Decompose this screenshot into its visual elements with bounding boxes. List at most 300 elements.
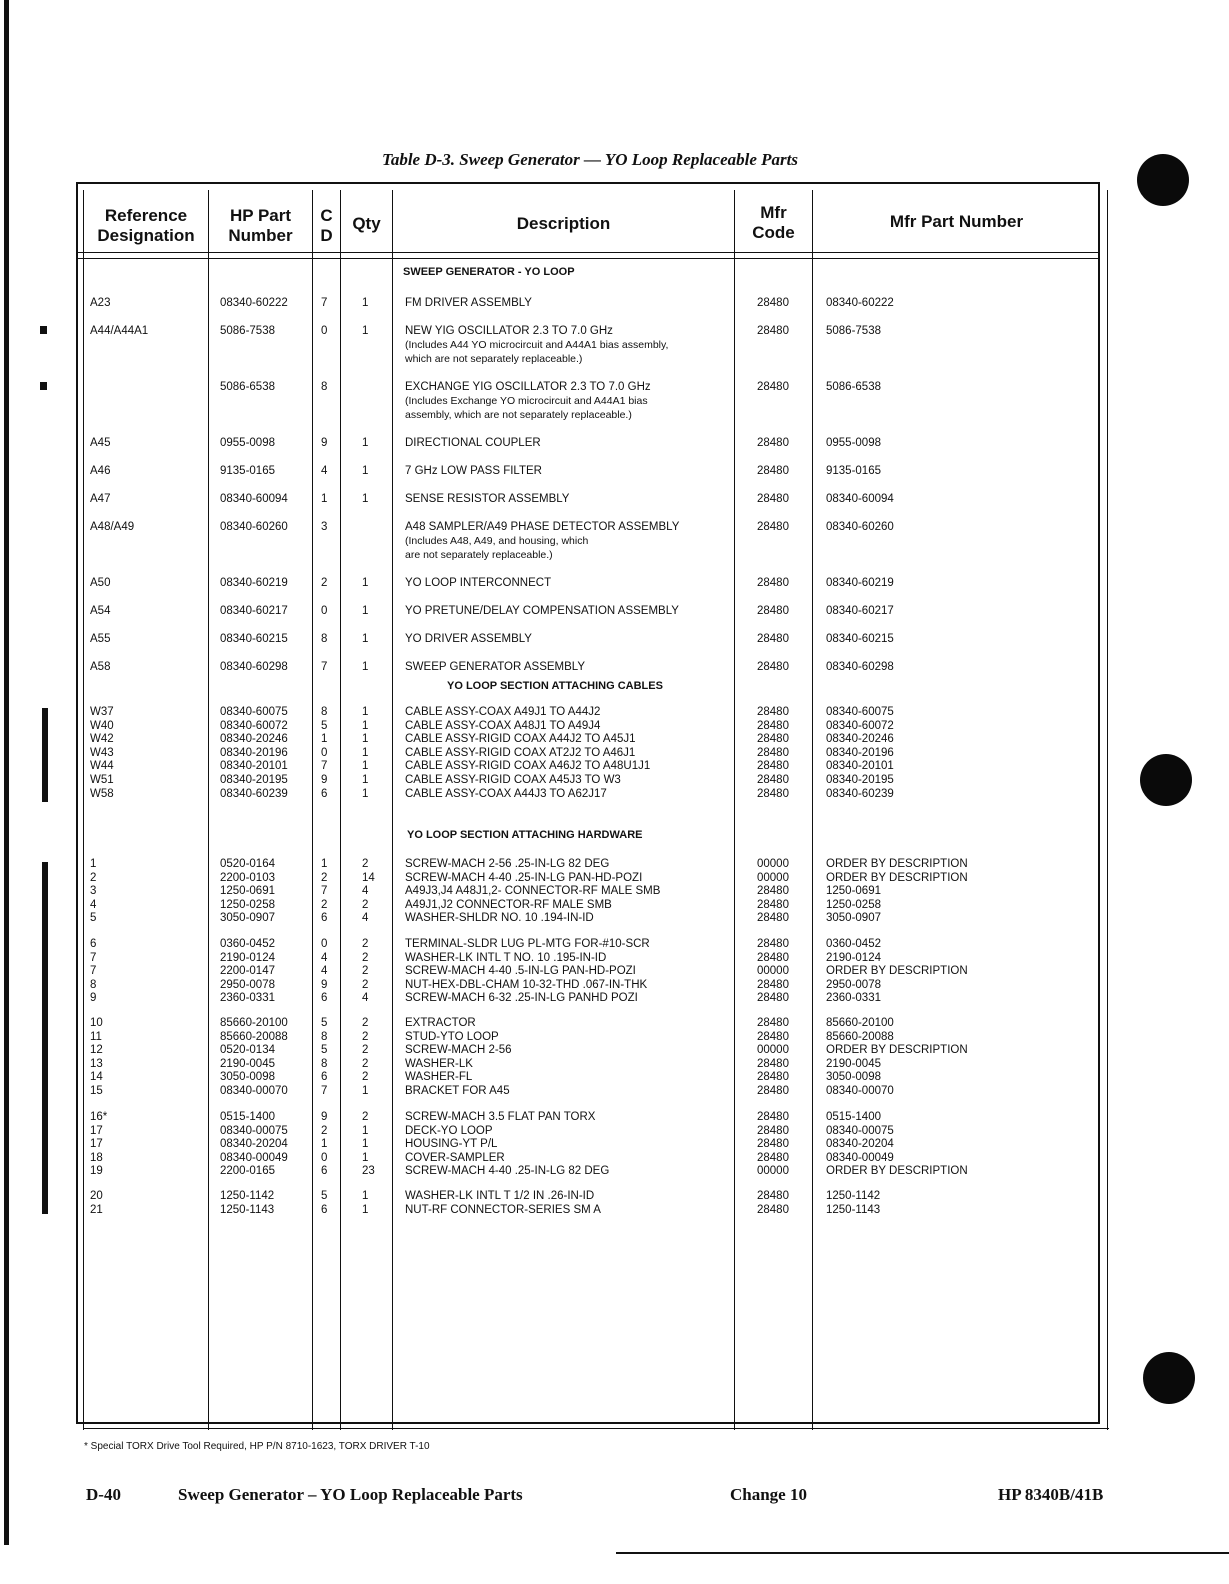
hp-part-cell: 08340-60072 (220, 719, 288, 732)
description-cell: CABLE ASSY-COAX A48J1 TO A49J4 (405, 719, 601, 732)
table-row (0, 937, 1229, 951)
mfr-code-cell: 28480 (757, 661, 789, 673)
footer-section-title: Sweep Generator – YO Loop Replaceable Parts (178, 1485, 523, 1504)
table-row (0, 632, 1229, 646)
mfr-code-cell: 28480 (757, 1057, 789, 1070)
table-row (0, 1137, 1229, 1151)
mfr-code-cell: 28480 (757, 1085, 789, 1097)
qty-cell: 14 (362, 871, 375, 884)
description-cell: CABLE ASSY-RIGID COAX A44J2 TO A45J1 (405, 733, 636, 746)
hp-part-cell: 0360-0452 (220, 938, 275, 950)
hp-part-cell: 3050-0098 (220, 1071, 275, 1084)
reference-cell: 7 (90, 965, 97, 978)
col-divider (734, 190, 735, 1430)
mfr-code-cell: 28480 (757, 787, 789, 800)
reference-cell: 21 (90, 1203, 103, 1216)
qty-cell: 1 (362, 746, 369, 759)
table-row (0, 1016, 1229, 1030)
description-cell: NUT-HEX-DBL-CHAM 10-32-THD .067-IN-THK (405, 978, 648, 991)
cd-cell: 6 (321, 1165, 328, 1178)
qty-cell: 4 (362, 885, 369, 898)
table-row (0, 604, 1229, 618)
cd-cell: 8 (321, 1057, 328, 1070)
mfr-code-cell: 28480 (757, 898, 789, 911)
hp-part-cell: 2950-0078 (220, 978, 275, 991)
description-cell (405, 632, 735, 646)
table-row (0, 978, 1229, 992)
col-divider (208, 190, 209, 1430)
mfr-code-cell: 28480 (757, 1138, 789, 1151)
qty-cell: 1 (362, 1203, 369, 1216)
qty-cell: 2 (362, 1030, 369, 1043)
cd-cell: 4 (321, 951, 328, 964)
hp-part-cell: 2190-0045 (220, 1057, 275, 1070)
mfr-part-cell: 08340-00075 (826, 1124, 894, 1137)
mfr-part-cell: 08340-60217 (826, 605, 894, 617)
description-cell (405, 660, 735, 674)
hp-part-cell: 1250-1143 (220, 1203, 275, 1216)
reference-cell: W40 (90, 719, 114, 732)
description-line: DIRECTIONAL COUPLER (405, 437, 541, 449)
hp-part-cell: 1250-0691 (220, 885, 275, 898)
reference-cell: A23 (90, 297, 111, 309)
mfr-part-cell: 3050-0907 (826, 912, 881, 925)
mfr-code-cell: 28480 (757, 577, 789, 589)
hp-part-cell: 0955-0098 (220, 437, 275, 449)
hp-part-cell: 08340-20101 (220, 760, 288, 773)
table-row (0, 660, 1229, 674)
hp-part-cell: 3050-0907 (220, 912, 275, 925)
col-divider (812, 190, 813, 1430)
qty-cell: 1 (362, 774, 369, 786)
mfr-code-cell: 28480 (757, 912, 789, 925)
description-cell: WASHER-LK (405, 1057, 473, 1070)
mfr-part-cell: 3050-0098 (826, 1071, 881, 1084)
qty-cell: 1 (362, 633, 369, 645)
table-row (0, 1151, 1229, 1165)
mfr-part-cell: 5086-7538 (826, 325, 881, 337)
cd-cell: 5 (321, 719, 328, 732)
footer-model: HP 8340B/41B (998, 1485, 1104, 1504)
table-row (0, 705, 1229, 719)
table-row (0, 1043, 1229, 1057)
description-cell: COVER-SAMPLER (405, 1151, 505, 1164)
mfr-part-cell: 08340-00070 (826, 1085, 894, 1097)
header-cd: C D (320, 206, 333, 245)
reference-cell: 19 (90, 1165, 103, 1178)
hp-part-cell: 08340-60260 (220, 521, 288, 533)
mfr-part-cell: 1250-0258 (826, 898, 881, 911)
mfr-part-cell: 08340-60222 (826, 297, 894, 309)
description-cell (405, 604, 735, 618)
cd-cell: 8 (321, 706, 328, 718)
cd-cell: 9 (321, 774, 328, 786)
hp-part-cell: 08340-60217 (220, 605, 288, 617)
table-row (0, 773, 1229, 787)
cd-cell: 5 (321, 1044, 328, 1057)
qty-cell: 1 (362, 605, 369, 617)
mfr-part-cell: 85660-20088 (826, 1030, 894, 1043)
description-cell: TERMINAL-SLDR LUG PL-MTG FOR-#10-SCR (405, 938, 650, 950)
binder-hole (1143, 1352, 1195, 1404)
mfr-part-cell: 08340-60239 (826, 787, 894, 800)
footer-change: Change 10 (730, 1485, 807, 1504)
mfr-code-cell: 00000 (757, 871, 789, 884)
section-heading: YO LOOP SECTION ATTACHING CABLES (447, 680, 663, 692)
mfr-code-cell: 28480 (757, 1203, 789, 1216)
header-rule (76, 258, 1100, 259)
hp-part-cell: 1250-0258 (220, 898, 275, 911)
table-row (0, 520, 1229, 561)
table-row (0, 732, 1229, 746)
description-cell: HOUSING-YT P/L (405, 1138, 498, 1151)
cd-cell: 3 (321, 521, 328, 533)
cd-cell: 9 (321, 978, 328, 991)
hp-part-cell: 5086-7538 (220, 325, 275, 337)
qty-cell: 2 (362, 1111, 369, 1123)
reference-cell: A48/A49 (90, 521, 135, 533)
header-reference-designation: Reference Designation (97, 206, 195, 245)
mfr-code-cell: 00000 (757, 1165, 789, 1178)
mfr-part-cell: 2190-0124 (826, 951, 881, 964)
hp-part-cell: 08340-60239 (220, 787, 288, 800)
cd-cell: 0 (321, 325, 328, 337)
hp-part-cell: 08340-00049 (220, 1151, 288, 1164)
header-hp-part-number: HP Part Number (228, 206, 293, 245)
hp-part-cell: 08340-60222 (220, 297, 288, 309)
mfr-part-cell: 08340-20204 (826, 1138, 894, 1151)
description-line: which are not separately replaceable.) (405, 353, 583, 365)
mfr-code-cell: 28480 (757, 1030, 789, 1043)
description-line: YO DRIVER ASSEMBLY (405, 633, 532, 645)
reference-cell: 2 (90, 871, 97, 884)
hp-part-cell: 0515-1400 (220, 1111, 275, 1123)
reference-cell: A46 (90, 465, 111, 477)
mfr-part-cell: 2360-0331 (826, 992, 881, 1005)
qty-cell: 2 (362, 978, 369, 991)
qty-cell: 1 (362, 787, 369, 800)
mfr-code-cell: 28480 (757, 1071, 789, 1084)
qty-cell: 1 (362, 1190, 369, 1202)
description-cell (405, 296, 735, 310)
table-row (0, 1030, 1229, 1044)
qty-cell: 2 (362, 1017, 369, 1029)
qty-cell: 2 (362, 951, 369, 964)
cd-cell: 2 (321, 898, 328, 911)
header-description: Description (516, 214, 611, 233)
cd-cell: 1 (321, 1138, 328, 1151)
description-cell: NUT-RF CONNECTOR-SERIES SM A (405, 1203, 601, 1216)
footer-page-number: D-40 (86, 1485, 121, 1504)
mfr-code-cell: 28480 (757, 885, 789, 898)
cd-cell: 2 (321, 1124, 328, 1137)
hp-part-cell: 9135-0165 (220, 465, 275, 477)
qty-cell: 4 (362, 992, 369, 1005)
hp-part-cell: 2190-0124 (220, 951, 275, 964)
description-cell: CABLE ASSY-RIGID COAX A45J3 TO W3 (405, 774, 621, 786)
qty-cell: 1 (362, 661, 369, 673)
hp-part-cell: 85660-20100 (220, 1017, 288, 1029)
qty-cell: 1 (362, 1138, 369, 1151)
description-line: YO LOOP INTERCONNECT (405, 577, 552, 589)
section-heading: SWEEP GENERATOR - YO LOOP (403, 266, 575, 278)
description-cell: SCREW-MACH 4-40 .25-IN-LG 82 DEG (405, 1165, 610, 1178)
hp-part-cell: 08340-00075 (220, 1124, 288, 1137)
reference-cell: W42 (90, 733, 114, 746)
qty-cell: 2 (362, 965, 369, 978)
table-row (0, 719, 1229, 733)
mfr-code-cell: 28480 (757, 521, 789, 533)
qty-cell: 1 (362, 760, 369, 773)
table-row (0, 1070, 1229, 1084)
mfr-part-cell: 85660-20100 (826, 1017, 894, 1029)
cd-cell: 0 (321, 605, 328, 617)
qty-cell: 2 (362, 1057, 369, 1070)
description-line: (Includes A48, A49, and housing, which (405, 535, 589, 547)
mfr-code-cell: 00000 (757, 858, 789, 870)
cd-cell: 7 (321, 661, 328, 673)
qty-cell: 1 (362, 1151, 369, 1164)
reference-cell: A58 (90, 661, 111, 673)
section-heading: YO LOOP SECTION ATTACHING HARDWARE (407, 829, 643, 841)
header-rule (76, 252, 1100, 253)
description-cell: CABLE ASSY-COAX A44J3 TO A62J17 (405, 787, 607, 800)
reference-cell: 9 (90, 992, 97, 1005)
mfr-part-cell: 1250-1143 (826, 1203, 881, 1216)
col-divider (392, 190, 393, 1430)
table-row (0, 1164, 1229, 1178)
reference-cell: W51 (90, 774, 114, 786)
qty-cell: 1 (362, 297, 369, 309)
reference-cell: A44/A44A1 (90, 325, 149, 337)
hp-part-cell: 0520-0164 (220, 858, 275, 870)
description-cell: SCREW-MACH 2-56 .25-IN-LG 82 DEG (405, 858, 610, 870)
mfr-code-cell: 00000 (757, 1044, 789, 1057)
cd-cell: 0 (321, 746, 328, 759)
mfr-code-cell: 28480 (757, 1111, 789, 1123)
cd-cell: 7 (321, 885, 328, 898)
reference-cell: 16* (90, 1111, 108, 1123)
mfr-code-cell: 28480 (757, 978, 789, 991)
reference-cell: W58 (90, 787, 114, 800)
mfr-part-cell: 08340-60072 (826, 719, 894, 732)
cd-cell: 1 (321, 733, 328, 746)
reference-cell: 5 (90, 912, 97, 925)
qty-cell: 1 (362, 733, 369, 746)
reference-cell: 11 (90, 1030, 102, 1043)
description-line: EXCHANGE YIG OSCILLATOR 2.3 TO 7.0 GHz (405, 381, 651, 393)
header-mfr-part-number: Mfr Part Number (889, 212, 1024, 231)
description-cell: SCREW-MACH 4-40 .25-IN-LG PAN-HD-POZI (405, 871, 643, 884)
col-divider (312, 190, 313, 1430)
mfr-code-cell: 28480 (757, 493, 789, 505)
hp-part-cell: 08340-60075 (220, 706, 288, 718)
mfr-part-cell: 08340-60298 (826, 661, 894, 673)
cd-cell: 8 (321, 633, 328, 645)
description-cell: STUD-YTO LOOP (405, 1030, 499, 1043)
table-row (0, 964, 1229, 978)
description-cell: WASHER-SHLDR NO. 10 .194-IN-ID (405, 912, 594, 925)
reference-cell: 8 (90, 978, 97, 991)
hp-part-cell: 08340-60298 (220, 661, 288, 673)
description-cell: WASHER-FL (405, 1071, 473, 1084)
hp-part-cell: 08340-20204 (220, 1138, 288, 1151)
mfr-part-cell: 0955-0098 (826, 437, 881, 449)
qty-cell: 1 (362, 706, 369, 718)
parts-table (76, 182, 1100, 1424)
mfr-part-cell: ORDER BY DESCRIPTION (826, 1044, 968, 1057)
mfr-part-cell: 0515-1400 (826, 1111, 881, 1123)
col-divider (340, 190, 341, 1430)
description-line: A48 SAMPLER/A49 PHASE DETECTOR ASSEMBLY (405, 521, 680, 533)
table-row (0, 898, 1229, 912)
qty-cell: 4 (362, 912, 369, 925)
mfr-code-cell: 28480 (757, 774, 789, 786)
reference-cell: W37 (90, 706, 114, 718)
description-cell (405, 380, 735, 422)
qty-cell: 1 (362, 577, 369, 589)
qty-cell: 23 (362, 1165, 375, 1178)
qty-cell: 2 (362, 1044, 369, 1057)
hp-part-cell: 2360-0331 (220, 992, 275, 1005)
cd-cell: 9 (321, 1111, 328, 1123)
hp-part-cell: 08340-60215 (220, 633, 288, 645)
mfr-part-cell: ORDER BY DESCRIPTION (826, 1165, 968, 1178)
hp-part-cell: 08340-20196 (220, 746, 288, 759)
cd-cell: 6 (321, 992, 328, 1005)
description-cell: WASHER-LK INTL T 1/2 IN .26-IN-ID (405, 1190, 595, 1202)
description-cell (405, 436, 735, 450)
table-row (0, 464, 1229, 478)
cd-cell: 0 (321, 938, 328, 950)
mfr-part-cell: 9135-0165 (826, 465, 881, 477)
mfr-code-cell: 28480 (757, 437, 789, 449)
table-row (0, 787, 1229, 801)
table-row (0, 1203, 1229, 1217)
mfr-part-cell: 08340-60219 (826, 577, 894, 589)
qty-cell: 1 (362, 437, 369, 449)
mfr-part-cell: ORDER BY DESCRIPTION (826, 858, 968, 870)
mfr-code-cell: 00000 (757, 965, 789, 978)
hp-part-cell: 2200-0165 (220, 1165, 275, 1178)
qty-cell: 2 (362, 1071, 369, 1084)
table-row (0, 492, 1229, 506)
description-line: SWEEP GENERATOR ASSEMBLY (405, 661, 586, 673)
mfr-part-cell: 08340-00049 (826, 1151, 894, 1164)
qty-cell: 1 (362, 325, 369, 337)
mfr-part-cell: 5086-6538 (826, 381, 881, 393)
table-row (0, 991, 1229, 1005)
table-row (0, 576, 1229, 590)
mfr-code-cell: 28480 (757, 719, 789, 732)
col-divider (1107, 190, 1108, 1430)
description-line: NEW YIG OSCILLATOR 2.3 TO 7.0 GHz (405, 325, 613, 337)
bottom-rule (616, 1552, 1229, 1554)
mfr-part-cell: 1250-1142 (826, 1190, 881, 1202)
cd-cell: 7 (321, 1085, 328, 1097)
reference-cell: 17 (90, 1138, 103, 1151)
header-mfr-code: Mfr Code (752, 203, 795, 242)
mfr-code-cell: 28480 (757, 992, 789, 1005)
mfr-part-cell: ORDER BY DESCRIPTION (826, 871, 968, 884)
reference-cell: 13 (90, 1057, 103, 1070)
mfr-part-cell: 2950-0078 (826, 978, 881, 991)
description-cell (405, 324, 735, 366)
mfr-code-cell: 28480 (757, 1190, 789, 1202)
cd-cell: 9 (321, 437, 328, 449)
qty-cell: 2 (362, 898, 369, 911)
mfr-code-cell: 28480 (757, 465, 789, 477)
description-cell (405, 492, 735, 506)
mfr-code-cell: 28480 (757, 733, 789, 746)
reference-cell: W43 (90, 746, 114, 759)
reference-cell: 20 (90, 1190, 103, 1202)
reference-cell: 4 (90, 898, 97, 911)
mfr-code-cell: 28480 (757, 605, 789, 617)
mfr-part-cell: 08340-20101 (826, 760, 894, 773)
hp-part-cell: 2200-0147 (220, 965, 275, 978)
description-line: assembly, which are not separately replaceable.) (405, 409, 632, 421)
description-cell: BRACKET FOR A45 (405, 1085, 510, 1097)
description-line: SENSE RESISTOR ASSEMBLY (405, 493, 570, 505)
description-cell: SCREW-MACH 6-32 .25-IN-LG PANHD POZI (405, 992, 638, 1005)
description-cell: SCREW-MACH 3.5 FLAT PAN TORX (405, 1111, 596, 1123)
hp-part-cell: 5086-6538 (220, 381, 275, 393)
reference-cell: A55 (90, 633, 111, 645)
cd-cell: 5 (321, 1017, 328, 1029)
cd-cell: 6 (321, 1203, 328, 1216)
description-line: (Includes Exchange YO microcircuit and A44A1 bias (405, 395, 648, 407)
cd-cell: 2 (321, 577, 328, 589)
cd-cell: 6 (321, 1071, 328, 1084)
description-cell: CABLE ASSY-RIGID COAX AT2J2 TO A46J1 (405, 746, 636, 759)
mfr-part-cell: 08340-60075 (826, 706, 894, 718)
table-row (0, 759, 1229, 773)
mfr-code-cell: 28480 (757, 297, 789, 309)
description-line: are not separately replaceable.) (405, 549, 553, 561)
table-row (0, 857, 1229, 871)
table-row (0, 871, 1229, 885)
mfr-code-cell: 28480 (757, 938, 789, 950)
reference-cell: 3 (90, 885, 97, 898)
reference-cell: 12 (90, 1044, 103, 1057)
hp-part-cell: 1250-1142 (220, 1190, 275, 1202)
reference-cell: A50 (90, 577, 111, 589)
qty-cell: 1 (362, 719, 369, 732)
reference-cell: 7 (90, 951, 97, 964)
table-row (0, 324, 1229, 365)
mfr-code-cell: 28480 (757, 1124, 789, 1137)
table-row (0, 1189, 1229, 1203)
description-line: YO PRETUNE/DELAY COMPENSATION ASSEMBLY (405, 605, 679, 617)
hp-part-cell: 0520-0134 (220, 1044, 275, 1057)
description-cell: WASHER-LK INTL T NO. 10 .195-IN-ID (405, 951, 607, 964)
qty-cell: 2 (362, 858, 369, 870)
mfr-code-cell: 28480 (757, 1151, 789, 1164)
hp-part-cell: 2200-0103 (220, 871, 275, 884)
table-row (0, 380, 1229, 421)
description-line: (Includes A44 YO microcircuit and A44A1 bias assembly, (405, 339, 669, 351)
hp-part-cell: 08340-60094 (220, 493, 288, 505)
description-line: FM DRIVER ASSEMBLY (405, 297, 532, 309)
qty-cell: 1 (362, 1085, 369, 1097)
table-row (0, 1110, 1229, 1124)
cd-cell: 1 (321, 858, 328, 870)
cd-cell: 2 (321, 871, 328, 884)
mfr-part-cell: 1250-0691 (826, 885, 881, 898)
cd-cell: 0 (321, 1151, 328, 1164)
hp-part-cell: 08340-60219 (220, 577, 288, 589)
